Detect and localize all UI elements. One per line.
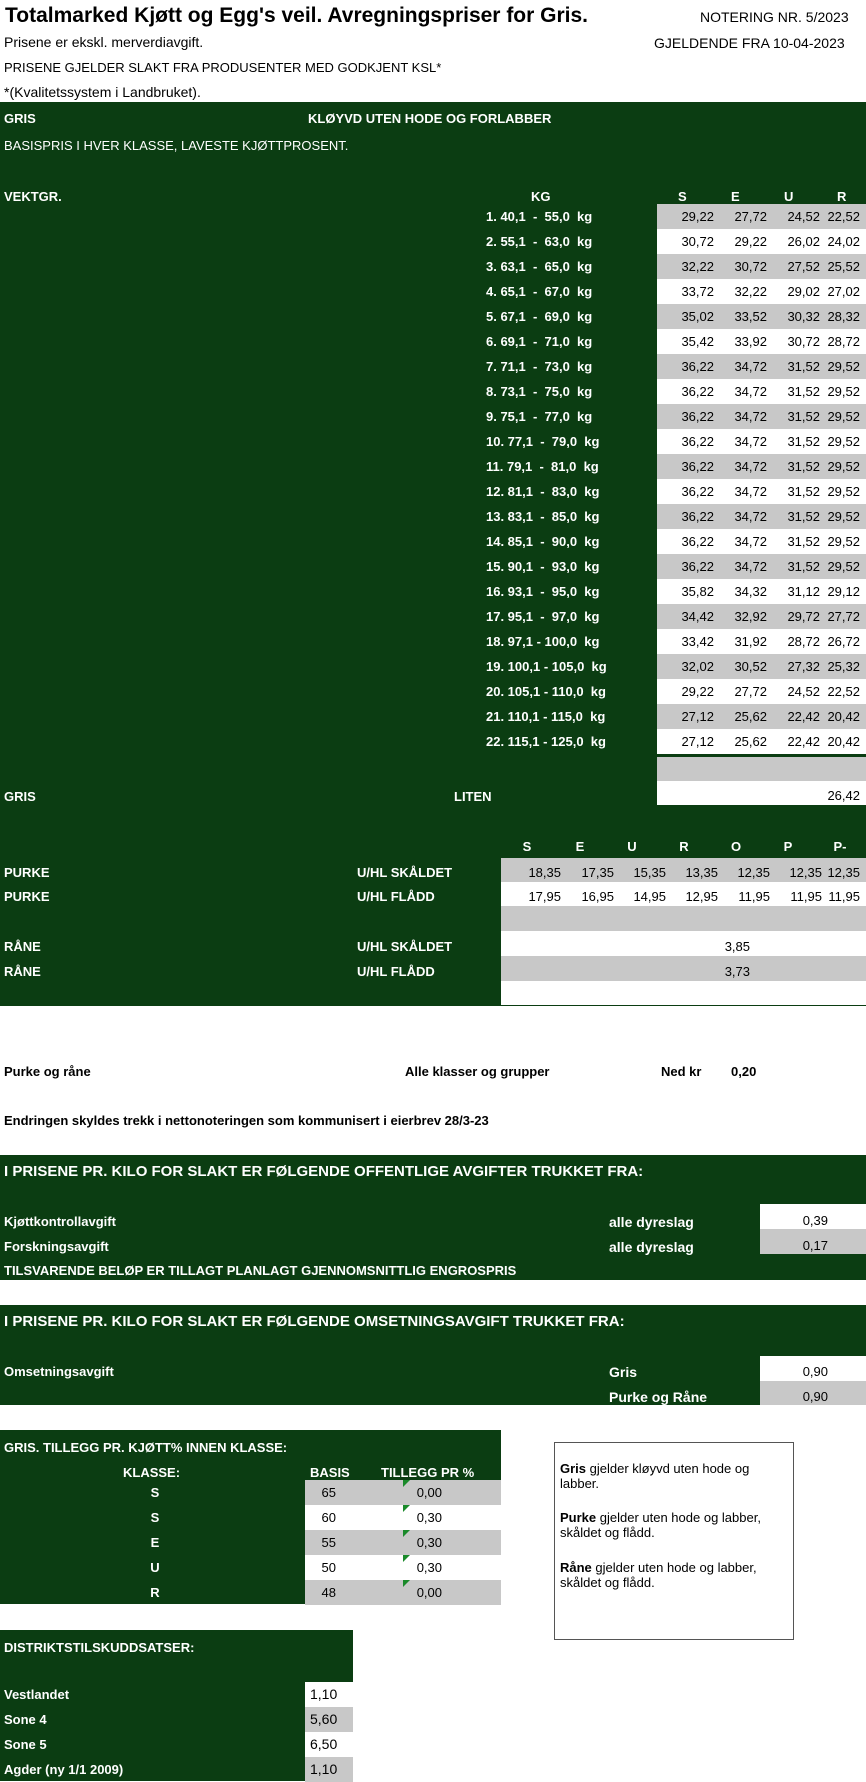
gris-price-cell: 20,42 <box>827 709 860 724</box>
gris-price-cell: 36,22 <box>681 534 714 549</box>
gris-price-cell: 24,02 <box>827 234 860 249</box>
gris-price-cell: 34,72 <box>734 559 767 574</box>
rane-sub-1: U/HL SKÅLDET <box>357 939 453 954</box>
gris-price-cell: 29,52 <box>827 559 860 574</box>
distrikt-value: 5,60 <box>310 1711 338 1727</box>
ksl-footnote: *(Kvalitetssystem i Landbruket). <box>4 84 201 100</box>
purke-sub-label: U/HL SKÅLDET <box>357 865 453 880</box>
blank-row <box>657 757 866 781</box>
note-purke-text: gjelder uten hode og labber, skåldet og flådd. <box>560 1510 761 1540</box>
gris-label: GRIS <box>4 111 36 126</box>
gris-price-cell: 24,52 <box>787 684 820 699</box>
gris-price-cell: 25,62 <box>734 734 767 749</box>
avgift-scope-2: alle dyreslag <box>609 1239 694 1255</box>
distrikt-label: Vestlandet <box>4 1687 70 1702</box>
gris-price-cell: 22,52 <box>827 684 860 699</box>
gris-price-cell: 29,22 <box>681 684 714 699</box>
gris-price-cell: 28,72 <box>827 334 860 349</box>
gris-price-cell: 31,52 <box>787 484 820 499</box>
gris-price-cell: 28,32 <box>827 309 860 324</box>
gris-price-cell: 34,72 <box>734 459 767 474</box>
distrikt-label: Sone 4 <box>4 1712 47 1727</box>
gris-price-cell: 29,52 <box>827 409 860 424</box>
purke-class-header: O <box>730 839 742 854</box>
gris-price-cell: 29,72 <box>787 609 820 624</box>
gris-price-cell: 35,82 <box>681 584 714 599</box>
omsetning-value-2: 0,90 <box>802 1389 828 1404</box>
changes-direction: Ned kr <box>661 1064 702 1079</box>
gris-price-cell: 31,52 <box>787 559 820 574</box>
avgift-scope-1: alle dyreslag <box>609 1214 694 1230</box>
omsetning-header: I PRISENE PR. KILO FOR SLAKT ER FØLGENDE OMSETNINGSAVGIFT TRUKKET FRA: <box>4 1313 625 1330</box>
gris-price-cell: 34,72 <box>734 509 767 524</box>
note-gris-text: gjelder kløyvd uten hode og labber. <box>560 1461 750 1491</box>
gris-weight-range: 3. 63,1 - 65,0 kg <box>486 259 593 274</box>
gris-price-cell: 32,22 <box>681 259 714 274</box>
gris-price-cell: 25,32 <box>827 659 860 674</box>
note-gris-term: Gris <box>560 1461 587 1476</box>
gris-price-cell: 35,42 <box>681 334 714 349</box>
omsetning-scope-2: Purke og Råne <box>609 1389 708 1405</box>
tillegg-value: 0,30 <box>416 1535 442 1550</box>
gris-price-cell: 36,22 <box>681 559 714 574</box>
notes-box <box>554 1442 794 1640</box>
gris-weight-range: 16. 93,1 - 95,0 kg <box>486 584 600 599</box>
comment-marker-icon <box>403 1555 410 1562</box>
purke-class-header: U <box>627 839 637 854</box>
avgift-value-2: 0,17 <box>802 1238 828 1253</box>
rane-label-2: RÅNE <box>4 964 41 979</box>
gris-price-cell: 31,52 <box>787 509 820 524</box>
gris-price-cell: 34,72 <box>734 384 767 399</box>
gris-weight-range: 12. 81,1 - 83,0 kg <box>486 484 600 499</box>
gris-price-cell: 24,52 <box>787 209 820 224</box>
gris-price-cell: 34,72 <box>734 359 767 374</box>
tillegg-klasse: U <box>150 1560 160 1575</box>
purke-price-cell: 15,35 <box>633 865 666 880</box>
distrikt-value: 1,10 <box>310 1761 338 1777</box>
tillegg-col-klasse: KLASSE: <box>123 1465 181 1480</box>
distrikt-value: 1,10 <box>310 1686 338 1702</box>
rane-value-2: 3,73 <box>724 964 750 979</box>
tillegg-klasse: E <box>150 1535 160 1550</box>
gris-price-cell: 27,12 <box>681 734 714 749</box>
omsetning-scope-1: Gris <box>609 1364 638 1380</box>
rane-value-1: 3,85 <box>724 939 750 954</box>
gris-weight-range: 19. 100,1 - 105,0 kg <box>486 659 607 674</box>
gris-price-cell: 33,42 <box>681 634 714 649</box>
gris-price-cell: 29,52 <box>827 384 860 399</box>
gris-weight-range: 7. 71,1 - 73,0 kg <box>486 359 593 374</box>
gris-weight-range: 9. 75,1 - 77,0 kg <box>486 409 593 424</box>
comment-marker-icon <box>403 1530 410 1537</box>
gris-weight-range: 2. 55,1 - 63,0 kg <box>486 234 593 249</box>
gris-price-cell: 34,42 <box>681 609 714 624</box>
distrikt-label: Sone 5 <box>4 1737 47 1752</box>
purke-price-cell: 14,95 <box>633 889 666 904</box>
purke-price-cell: 11,95 <box>738 889 770 904</box>
gris-price-cell: 33,72 <box>681 284 714 299</box>
purke-class-header: S <box>522 839 532 854</box>
gris-weight-range: 20. 105,1 - 110,0 kg <box>486 684 606 699</box>
purke-price-cell: 12,35 <box>789 865 822 880</box>
gris-price-cell: 31,52 <box>787 359 820 374</box>
gris-weight-range: 11. 79,1 - 81,0 kg <box>486 459 599 474</box>
gris-price-cell: 28,72 <box>787 634 820 649</box>
gris-price-cell: 30,72 <box>681 234 714 249</box>
gris-price-cell: 27,52 <box>787 259 820 274</box>
gris-price-cell: 27,12 <box>681 709 714 724</box>
purke-price-cell: 18,35 <box>528 865 561 880</box>
gris-price-cell: 26,72 <box>827 634 860 649</box>
gris-price-cell: 31,52 <box>787 459 820 474</box>
rane-row-2-band <box>501 956 866 981</box>
gris-price-cell: 25,62 <box>734 709 767 724</box>
gris-price-cell: 27,72 <box>734 209 767 224</box>
purke-sub-label: U/HL FLÅDD <box>357 889 435 904</box>
class-header-s: S <box>678 189 687 204</box>
note-rane <box>560 1560 785 1590</box>
note-purke-term: Purke <box>560 1510 597 1525</box>
gris-price-cell: 31,52 <box>787 434 820 449</box>
comment-marker-icon <box>403 1505 410 1512</box>
distrikt-value: 6,50 <box>310 1736 338 1752</box>
purke-class-header: P- <box>833 839 847 854</box>
gris-price-cell: 29,52 <box>827 434 860 449</box>
tillegg-basis: 48 <box>321 1585 336 1600</box>
purke-price-cell: 16,95 <box>581 889 614 904</box>
gris-subtitle: KLØYVD UTEN HODE OG FORLABBER <box>308 111 552 126</box>
purke-price-cell: 11,95 <box>828 889 860 904</box>
gris-price-cell: 27,72 <box>827 609 860 624</box>
gris-price-cell: 29,22 <box>734 234 767 249</box>
gris-price-cell: 31,52 <box>787 384 820 399</box>
gjeldende-date: GJELDENDE FRA 10-04-2023 <box>654 35 845 51</box>
avgifter-header: I PRISENE PR. KILO FOR SLAKT ER FØLGENDE OFFENTLIGE AVGIFTER TRUKKET FRA: <box>4 1163 644 1180</box>
changes-reason: Endringen skyldes trekk i nettonoteringen som kommunisert i eierbrev 28/3-23 <box>4 1113 489 1128</box>
avgifter-note: TILSVARENDE BELØP ER TILLAGT PLANLAGT GJENNOMSNITTLIG ENGROSPRIS <box>4 1263 517 1278</box>
purke-class-header: R <box>679 839 689 854</box>
gris-price-cell: 35,02 <box>681 309 714 324</box>
gris-price-cell: 31,92 <box>734 634 767 649</box>
gris-price-cell: 22,52 <box>827 209 860 224</box>
gris-price-cell: 36,22 <box>681 484 714 499</box>
purke-price-cell: 12,35 <box>827 865 860 880</box>
tillegg-basis: 55 <box>321 1535 336 1550</box>
gris-weight-range: 14. 85,1 - 90,0 kg <box>486 534 600 549</box>
gris-price-cell: 36,22 <box>681 359 714 374</box>
gris-price-cell: 30,72 <box>734 259 767 274</box>
liten-sub-label: LITEN <box>454 789 492 804</box>
gris-weight-range: 18. 97,1 - 100,0 kg <box>486 634 600 649</box>
distrikt-header: DISTRIKTSTILSKUDDSATSER: <box>4 1640 195 1655</box>
gris-price-cell: 36,22 <box>681 434 714 449</box>
gris-price-cell: 30,72 <box>787 334 820 349</box>
note-gris <box>560 1461 785 1491</box>
ksl-note: PRISENE GJELDER SLAKT FRA PRODUSENTER MED GODKJENT KSL* <box>4 60 442 75</box>
purke-price-cell: 17,95 <box>528 889 561 904</box>
tillegg-value: 0,30 <box>416 1560 442 1575</box>
gris-price-cell: 32,22 <box>734 284 767 299</box>
purke-label: PURKE <box>4 889 50 904</box>
gris-price-cell: 29,52 <box>827 534 860 549</box>
gris-weight-range: 17. 95,1 - 97,0 kg <box>486 609 600 624</box>
note-rane-text: gjelder uten hode og labber, skåldet og flådd. <box>560 1560 757 1590</box>
gris-weight-range: 10. 77,1 - 79,0 kg <box>486 434 600 449</box>
gris-weight-range: 13. 83,1 - 85,0 kg <box>486 509 600 524</box>
purke-blank-band <box>501 906 866 931</box>
gris-price-cell: 31,52 <box>787 534 820 549</box>
gris-weight-range: 21. 110,1 - 115,0 kg <box>486 709 606 724</box>
tillegg-value: 0,30 <box>416 1510 442 1525</box>
gris-liten-label: GRIS <box>4 789 36 804</box>
tillegg-col-tillegg: TILLEGG PR % <box>381 1465 475 1480</box>
gris-price-cell: 34,72 <box>734 434 767 449</box>
rane-blank-band <box>501 981 866 1005</box>
class-header-e: E <box>731 189 740 204</box>
vat-note: Prisene er ekskl. merverdiavgift. <box>4 34 204 50</box>
distrikt-header-band <box>0 1630 353 1680</box>
gris-price-cell: 29,52 <box>827 509 860 524</box>
omsetning-value-1: 0,90 <box>802 1364 828 1379</box>
gris-price-cell: 31,12 <box>787 584 820 599</box>
avgift-label-2: Forskningsavgift <box>4 1239 109 1254</box>
gris-price-cell: 34,72 <box>734 409 767 424</box>
note-rane-term: Råne <box>560 1560 592 1575</box>
class-header-r: R <box>837 189 847 204</box>
gris-price-cell: 27,72 <box>734 684 767 699</box>
gris-price-cell: 31,52 <box>787 409 820 424</box>
tillegg-basis: 50 <box>321 1560 336 1575</box>
gris-price-cell: 32,92 <box>734 609 767 624</box>
purke-price-cell: 11,95 <box>790 889 822 904</box>
comment-marker-icon <box>403 1580 410 1587</box>
gris-price-cell: 36,22 <box>681 459 714 474</box>
comment-marker-icon <box>403 1480 410 1487</box>
purke-class-header: E <box>575 839 585 854</box>
gris-weight-range: 5. 67,1 - 69,0 kg <box>486 309 593 324</box>
rane-label-1: RÅNE <box>4 939 41 954</box>
note-purke <box>560 1510 785 1540</box>
vektgr-label: VEKTGR. <box>4 189 62 204</box>
changes-scope: Alle klasser og grupper <box>405 1064 550 1079</box>
rane-row-1-band <box>501 931 866 956</box>
liten-value: 26,42 <box>827 788 860 803</box>
tillegg-value: 0,00 <box>416 1585 442 1600</box>
gris-price-cell: 36,22 <box>681 509 714 524</box>
tillegg-value: 0,00 <box>416 1485 442 1500</box>
gris-price-cell: 34,72 <box>734 484 767 499</box>
gris-price-cell: 25,52 <box>827 259 860 274</box>
purke-label: PURKE <box>4 865 50 880</box>
gris-weight-range: 1. 40,1 - 55,0 kg <box>486 209 593 224</box>
class-header-u: U <box>784 189 794 204</box>
gris-price-cell: 29,52 <box>827 484 860 499</box>
gris-price-cell: 36,22 <box>681 409 714 424</box>
tillegg-klasse: S <box>150 1485 160 1500</box>
distrikt-label: Agder (ny 1/1 2009) <box>4 1762 124 1777</box>
gris-price-cell: 34,32 <box>734 584 767 599</box>
gris-weight-range: 4. 65,1 - 67,0 kg <box>486 284 593 299</box>
kg-label: KG <box>531 189 551 204</box>
page-title: Totalmarked Kjøtt og Egg's veil. Avregningspriser for Gris. <box>5 4 588 27</box>
gris-price-cell: 29,52 <box>827 359 860 374</box>
gris-price-cell: 20,42 <box>827 734 860 749</box>
gris-price-cell: 29,22 <box>681 209 714 224</box>
changes-amount: 0,20 <box>731 1064 757 1079</box>
gris-price-cell: 29,52 <box>827 459 860 474</box>
tillegg-basis: 65 <box>321 1485 336 1500</box>
rane-sub-2: U/HL FLÅDD <box>357 964 435 979</box>
gris-weight-range: 6. 69,1 - 71,0 kg <box>486 334 593 349</box>
tillegg-header: GRIS. TILLEGG PR. KJØTT% INNEN KLASSE: <box>4 1440 288 1455</box>
omsetning-label: Omsetningsavgift <box>4 1364 114 1379</box>
tillegg-klasse: S <box>150 1510 160 1525</box>
gris-price-cell: 27,02 <box>827 284 860 299</box>
gris-price-cell: 26,02 <box>787 234 820 249</box>
gris-price-cell: 33,92 <box>734 334 767 349</box>
gris-weight-range: 15. 90,1 - 93,0 kg <box>486 559 600 574</box>
gris-price-cell: 22,42 <box>787 709 820 724</box>
purke-price-cell: 12,95 <box>685 889 718 904</box>
gris-weight-range: 8. 73,1 - 75,0 kg <box>486 384 593 399</box>
purke-class-header: P <box>783 839 793 854</box>
purke-price-cell: 17,35 <box>581 865 614 880</box>
gris-price-cell: 30,32 <box>787 309 820 324</box>
gris-price-cell: 27,32 <box>787 659 820 674</box>
gris-weight-range: 22. 115,1 - 125,0 kg <box>486 734 606 749</box>
changes-header: ENDRINGER FRA 10.04.2023 <box>4 1013 195 1029</box>
changes-item: Purke og råne <box>4 1064 91 1079</box>
purke-price-cell: 12,35 <box>737 865 770 880</box>
avgift-label-1: Kjøttkontrollavgift <box>4 1214 116 1229</box>
tillegg-klasse: R <box>150 1585 160 1600</box>
tillegg-basis: 60 <box>321 1510 336 1525</box>
notering-number: NOTERING NR. 5/2023 <box>700 9 849 25</box>
gris-price-cell: 29,12 <box>827 584 860 599</box>
gris-price-cell: 29,02 <box>787 284 820 299</box>
gris-price-cell: 33,52 <box>734 309 767 324</box>
gris-price-cell: 30,52 <box>734 659 767 674</box>
gris-price-cell: 22,42 <box>787 734 820 749</box>
tillegg-col-basis: BASIS <box>310 1465 350 1480</box>
gris-price-cell: 34,72 <box>734 534 767 549</box>
purke-price-cell: 13,35 <box>685 865 718 880</box>
gris-price-cell: 36,22 <box>681 384 714 399</box>
basis-note: BASISPRIS I HVER KLASSE, LAVESTE KJØTTPROSENT. <box>4 138 349 153</box>
gris-price-cell: 32,02 <box>681 659 714 674</box>
avgift-value-1: 0,39 <box>802 1213 828 1228</box>
